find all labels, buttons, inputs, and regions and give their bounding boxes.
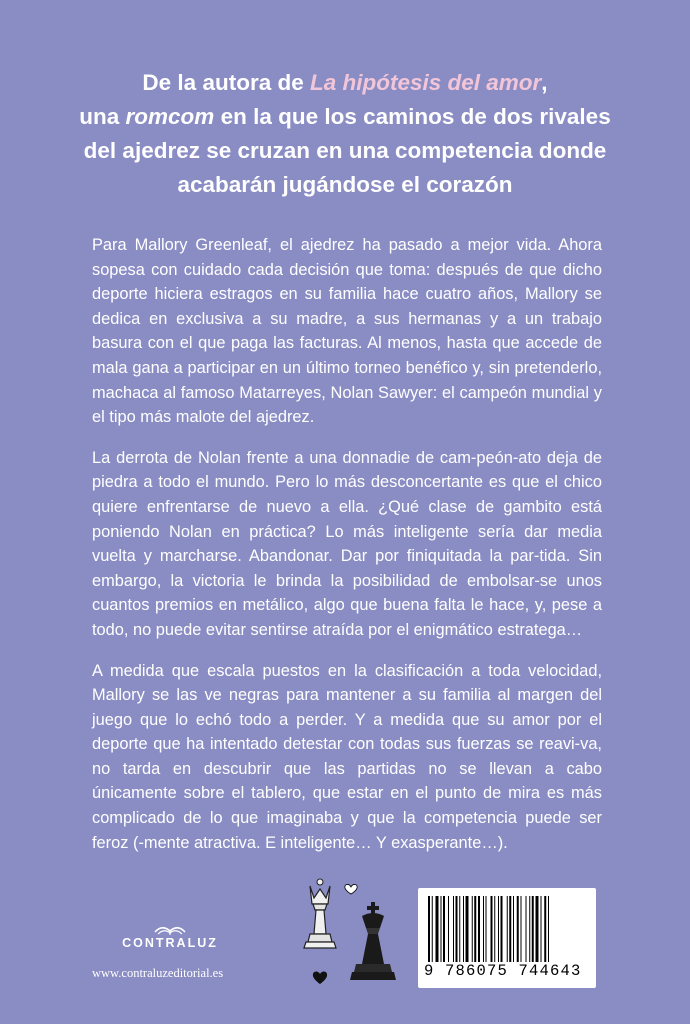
barcode-bars <box>428 896 586 962</box>
heart-icon <box>345 884 357 894</box>
tagline-line4: acabarán jugándose el corazón <box>177 172 513 197</box>
isbn-number: 9 786075 744643 <box>424 962 582 980</box>
chess-queen-icon <box>304 879 336 948</box>
book-logo-icon <box>115 920 225 936</box>
heart-icon <box>313 972 327 984</box>
synopsis-paragraph: Para Mallory Greenleaf, el ajedrez ha pasado a mejor vida. Ahora sopesa con cuidado cada decisión que toma: después de que dicho deporte hiciera estragos en su familia hace cuatro años, Mallory se dedica en exclusiva a su madre, a sus hermanas y a un trabajo basura con el que paga las facturas. Al menos, hasta que accede de mala gana a participar en un último torneo benéfico y, sin pretenderlo, machaca al famoso Matarreyes, Nolan Sawyer: el campeón mundial y el tipo más malote del ajedrez. <box>92 236 602 427</box>
tagline-romcom: romcom <box>125 104 215 129</box>
publisher-logo <box>115 920 225 960</box>
tagline-line2-end: en la que los caminos de dos rivales <box>214 104 611 129</box>
book-title: La hipótesis del amor <box>309 70 542 95</box>
tagline <box>40 66 650 202</box>
barcode <box>418 888 596 988</box>
publisher-website: www.contraluzeditorial.es <box>92 966 224 980</box>
tagline-prefix: De la autora de <box>142 70 310 95</box>
tagline-suffix: , <box>541 70 548 95</box>
synopsis-paragraph: A medida que escala puestos en la clasificación a toda velocidad, Mallory se las ve negras para mantener a su familia al margen del juego que lo echó todo a perder. Y a medida que su amor por el deporte que ha intentado detestar con todas sus fuerzas se reavi-va, no tarda en descubrir que las partidas no se llevan a cabo únicamente sobre el tablero, que estar en el punto de mira es más complicado de lo que imaginaba y que la competencia puede ser feroz (-mente atractiva. E inteligente… Y exasperante…). <box>92 661 602 852</box>
synopsis <box>92 233 602 871</box>
publisher-name: CONTRALUZ <box>122 936 218 950</box>
chess-king-icon <box>350 902 396 980</box>
chess-illustration <box>296 872 406 992</box>
tagline-line2-start: una <box>79 104 126 129</box>
tagline-line3: del ajedrez se cruzan en una competencia donde <box>83 138 607 163</box>
synopsis-paragraph: La derrota de Nolan frente a una donnadie de cam-peón-ato deja de piedra a todo el mundo. Pero lo más desconcertante es que el chico quiere enfrentarse de nuevo a ella. ¿Qué clase de gambito está poniendo Nolan en práctica? Lo más inteligente sería dar media vuelta y marcharse. Abandonar. Dar por finiquitada la par-tida. Sin embargo, la victoria le brinda la posibilidad de embolsar-se unos cuantos premios en metálico, algo que buena falta le hace, y, pese a todo, no puede evitar sentirse atraída por el enigmático estratega… <box>92 448 602 639</box>
